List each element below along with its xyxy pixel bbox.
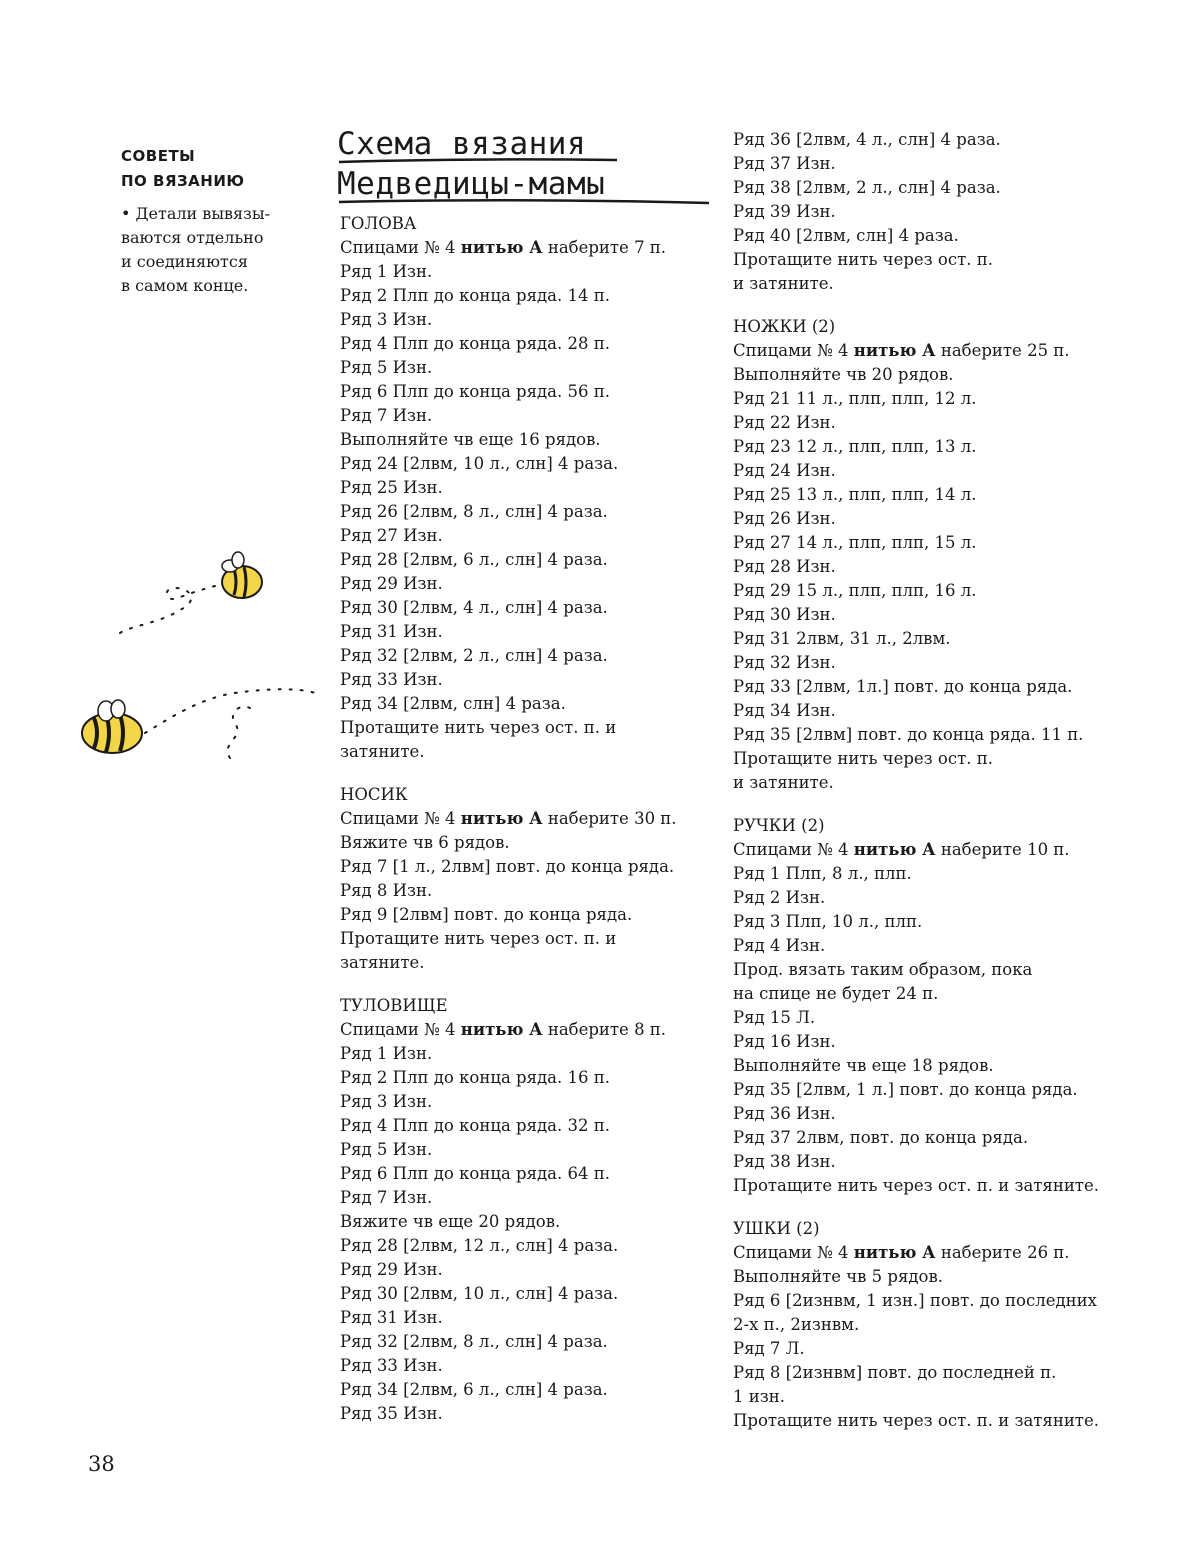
pattern-row: затяните.: [340, 742, 425, 761]
pattern-row: Протащите нить через ост. п. и затяните.: [733, 1411, 1099, 1430]
tip-line: и соединяются: [121, 252, 248, 271]
yarn-label: нитью А: [853, 341, 936, 360]
tips-title: СОВЕТЫ ПО ВЯЗАНИЮ: [121, 147, 245, 190]
title-line-1: Схема вязания: [337, 126, 587, 162]
pattern-row: Ряд 27 Изн.: [340, 526, 443, 545]
cast-on-text: Спицами № 4: [340, 809, 461, 828]
cast-on-count: наберите 10 п.: [935, 840, 1070, 859]
section-tulovishche-continued: [733, 128, 1099, 296]
cast-on-line: [340, 1018, 677, 1042]
section-title: ТУЛОВИЩЕ: [340, 996, 448, 1015]
pattern-row: Протащите нить через ост. п.: [733, 749, 993, 768]
flight-path-bottom: [145, 689, 315, 758]
pattern-row: Ряд 6 [2изнвм, 1 изн.] повт. до последних: [733, 1291, 1097, 1310]
pattern-row: Ряд 36 [2лвм, 4 л., слн] 4 раза.: [733, 130, 1001, 149]
pattern-row: Ряд 8 Изн.: [340, 881, 433, 900]
pattern-row: Ряд 5 Изн.: [340, 1140, 433, 1159]
pattern-row: Ряд 29 15 л., плп, плп, 16 л.: [733, 581, 977, 600]
cast-on-text: Спицами № 4: [733, 341, 854, 360]
cast-on-count: наберите 7 п.: [542, 238, 667, 257]
bee-icon: [222, 552, 262, 598]
pattern-row: Ряд 34 [2лвм, слн] 4 раза.: [340, 694, 566, 713]
pattern-row: Ряд 37 2лвм, повт. до конца ряда.: [733, 1128, 1029, 1147]
pattern-row: Ряд 26 [2лвм, 8 л., слн] 4 раза.: [340, 502, 608, 521]
cast-on-count: наберите 25 п.: [935, 341, 1070, 360]
pattern-row: Ряд 7 Л.: [733, 1339, 805, 1358]
pattern-row: Ряд 29 Изн.: [340, 1260, 443, 1279]
pattern-row: Ряд 30 [2лвм, 4 л., слн] 4 раза.: [340, 598, 608, 617]
pattern-row: Ряд 3 Изн.: [340, 310, 433, 329]
pattern-row: Ряд 31 Изн.: [340, 1308, 443, 1327]
pattern-row: Протащите нить через ост. п.: [733, 250, 993, 269]
pattern-row: Ряд 40 [2лвм, слн] 4 раза.: [733, 226, 959, 245]
pattern-row: Ряд 34 Изн.: [733, 701, 836, 720]
bee-icon: [82, 700, 142, 753]
pattern-row: Ряд 35 [2лвм] повт. до конца ряда. 11 п.: [733, 725, 1084, 744]
bee-illustration: [70, 548, 320, 768]
cast-on-count: наберите 8 п.: [542, 1020, 667, 1039]
pattern-row: Ряд 24 [2лвм, 10 л., слн] 4 раза.: [340, 454, 619, 473]
pattern-row: Ряд 2 Изн.: [733, 888, 826, 907]
section-title: РУЧКИ (2): [733, 816, 825, 835]
pattern-row: Ряд 15 Л.: [733, 1008, 816, 1027]
section-ruchki: [733, 814, 1099, 1198]
pattern-row: Выполняйте чв 5 рядов.: [733, 1267, 943, 1286]
pattern-row: 1 изн.: [733, 1387, 785, 1406]
pattern-row: Ряд 34 [2лвм, 6 л., слн] 4 раза.: [340, 1380, 608, 1399]
pattern-row: Ряд 7 Изн.: [340, 406, 433, 425]
pattern-row: Ряд 8 [2изнвм] повт. до последней п.: [733, 1363, 1057, 1382]
cast-on-text: Спицами № 4: [340, 238, 461, 257]
pattern-row: Ряд 31 Изн.: [340, 622, 443, 641]
pattern-row: Ряд 1 Изн.: [340, 262, 433, 281]
pattern-row: Ряд 35 Изн.: [340, 1404, 443, 1423]
pattern-row: Вяжите чв 6 рядов.: [340, 833, 510, 852]
pattern-row: Ряд 21 11 л., плп, плп, 12 л.: [733, 389, 977, 408]
pattern-row: Протащите нить через ост. п. и затяните.: [733, 1176, 1099, 1195]
pattern-row: Выполняйте чв еще 16 рядов.: [340, 430, 601, 449]
pattern-row: Ряд 33 Изн.: [340, 1356, 443, 1375]
pattern-row: Ряд 28 [2лвм, 6 л., слн] 4 раза.: [340, 550, 608, 569]
section-title: НОСИК: [340, 785, 408, 804]
cast-on-line: [733, 339, 1099, 363]
pattern-row: Прод. вязать таким образом, пока: [733, 960, 1033, 979]
tip-line: в самом конце.: [121, 276, 249, 295]
pattern-row: Ряд 2 Плп до конца ряда. 14 п.: [340, 286, 610, 305]
cast-on-text: Спицами № 4: [733, 840, 854, 859]
pattern-row: Ряд 33 [2лвм, 1л.] повт. до конца ряда.: [733, 677, 1073, 696]
knitting-tips-sidebar: [121, 144, 296, 298]
yarn-label: нитью А: [460, 1020, 543, 1039]
cast-on-line: [340, 807, 677, 831]
tip-line: • Детали вывязы-: [121, 204, 271, 223]
pattern-row: Ряд 32 [2лвм, 2 л., слн] 4 раза.: [340, 646, 608, 665]
pattern-row: Ряд 36 Изн.: [733, 1104, 836, 1123]
section-nosik: [340, 783, 677, 975]
pattern-row: Ряд 32 Изн.: [733, 653, 836, 672]
pattern-row: Ряд 9 [2лвм] повт. до конца ряда.: [340, 905, 633, 924]
pattern-column-2: [733, 128, 1099, 1452]
pattern-row: Ряд 3 Изн.: [340, 1092, 433, 1111]
flight-path-top: [120, 586, 215, 633]
pattern-row: Ряд 4 Изн.: [733, 936, 826, 955]
yarn-label: нитью А: [853, 840, 936, 859]
pattern-row: Ряд 22 Изн.: [733, 413, 836, 432]
pattern-row: Ряд 2 Плп до конца ряда. 16 п.: [340, 1068, 610, 1087]
pattern-row: Ряд 7 Изн.: [340, 1188, 433, 1207]
pattern-row: Протащите нить через ост. п. и: [340, 718, 617, 737]
pattern-row: Ряд 33 Изн.: [340, 670, 443, 689]
page-number: 38: [88, 1452, 115, 1476]
pattern-row: Ряд 1 Изн.: [340, 1044, 433, 1063]
pattern-row: Ряд 23 12 л., плп, плп, 13 л.: [733, 437, 977, 456]
pattern-row: Ряд 28 Изн.: [733, 557, 836, 576]
pattern-row: Ряд 32 [2лвм, 8 л., слн] 4 раза.: [340, 1332, 608, 1351]
title-underline: [337, 124, 717, 206]
pattern-row: Ряд 38 Изн.: [733, 1152, 836, 1171]
pattern-row: Ряд 30 [2лвм, 10 л., слн] 4 раза.: [340, 1284, 619, 1303]
section-nozhki: [733, 315, 1099, 795]
section-tulovishche: [340, 994, 677, 1426]
pattern-row: Ряд 35 [2лвм, 1 л.] повт. до конца ряда.: [733, 1080, 1078, 1099]
section-golova: [340, 212, 677, 764]
pattern-row: Ряд 28 [2лвм, 12 л., слн] 4 раза.: [340, 1236, 619, 1255]
pattern-row: Ряд 31 2лвм, 31 л., 2лвм.: [733, 629, 951, 648]
pattern-row: Ряд 25 13 л., плп, плп, 14 л.: [733, 485, 977, 504]
yarn-label: нитью А: [460, 238, 543, 257]
pattern-row: Ряд 4 Плп до конца ряда. 28 п.: [340, 334, 610, 353]
pattern-row: Ряд 3 Плп, 10 л., плп.: [733, 912, 923, 931]
pattern-row: Ряд 30 Изн.: [733, 605, 836, 624]
pattern-row: 2-х п., 2изнвм.: [733, 1315, 860, 1334]
pattern-row: Ряд 29 Изн.: [340, 574, 443, 593]
pattern-row: и затяните.: [733, 773, 834, 792]
pattern-row: Ряд 39 Изн.: [733, 202, 836, 221]
tip-line: ваются отдельно: [121, 228, 264, 247]
pattern-row: Ряд 37 Изн.: [733, 154, 836, 173]
pattern-row: Ряд 5 Изн.: [340, 358, 433, 377]
pattern-row: Выполняйте чв 20 рядов.: [733, 365, 954, 384]
pattern-row: Ряд 4 Плп до конца ряда. 32 п.: [340, 1116, 610, 1135]
yarn-label: нитью А: [853, 1243, 936, 1262]
title-line-2: Медведицы-мамы: [337, 166, 606, 202]
cast-on-line: [733, 838, 1099, 862]
cast-on-text: Спицами № 4: [733, 1243, 854, 1262]
section-ushki: [733, 1217, 1099, 1433]
pattern-row: Выполняйте чв еще 18 рядов.: [733, 1056, 994, 1075]
pattern-row: Протащите нить через ост. п. и: [340, 929, 617, 948]
section-title: НОЖКИ (2): [733, 317, 836, 336]
pattern-row: Ряд 6 Плп до конца ряда. 56 п.: [340, 382, 610, 401]
cast-on-line: [733, 1241, 1099, 1265]
pattern-row: на спице не будет 24 п.: [733, 984, 939, 1003]
pattern-row: Ряд 7 [1 л., 2лвм] повт. до конца ряда.: [340, 857, 675, 876]
section-title: ГОЛОВА: [340, 214, 417, 233]
yarn-label: нитью А: [460, 809, 543, 828]
pattern-row: Ряд 16 Изн.: [733, 1032, 836, 1051]
pattern-column-1: [340, 212, 677, 1445]
pattern-row: затяните.: [340, 953, 425, 972]
pattern-row: Ряд 26 Изн.: [733, 509, 836, 528]
pattern-title: [337, 124, 717, 206]
pattern-row: Вяжите чв еще 20 рядов.: [340, 1212, 561, 1231]
section-title: УШКИ (2): [733, 1219, 820, 1238]
tip-text: [121, 202, 296, 298]
pattern-row: Ряд 38 [2лвм, 2 л., слн] 4 раза.: [733, 178, 1001, 197]
pattern-row: Ряд 1 Плп, 8 л., плп.: [733, 864, 912, 883]
pattern-row: и затяните.: [733, 274, 834, 293]
pattern-row: Ряд 27 14 л., плп, плп, 15 л.: [733, 533, 977, 552]
cast-on-text: Спицами № 4: [340, 1020, 461, 1039]
pattern-row: Ряд 25 Изн.: [340, 478, 443, 497]
cast-on-count: наберите 26 п.: [935, 1243, 1070, 1262]
pattern-row: Ряд 24 Изн.: [733, 461, 836, 480]
pattern-row: Ряд 6 Плп до конца ряда. 64 п.: [340, 1164, 610, 1183]
cast-on-count: наберите 30 п.: [542, 809, 677, 828]
cast-on-line: [340, 236, 677, 260]
